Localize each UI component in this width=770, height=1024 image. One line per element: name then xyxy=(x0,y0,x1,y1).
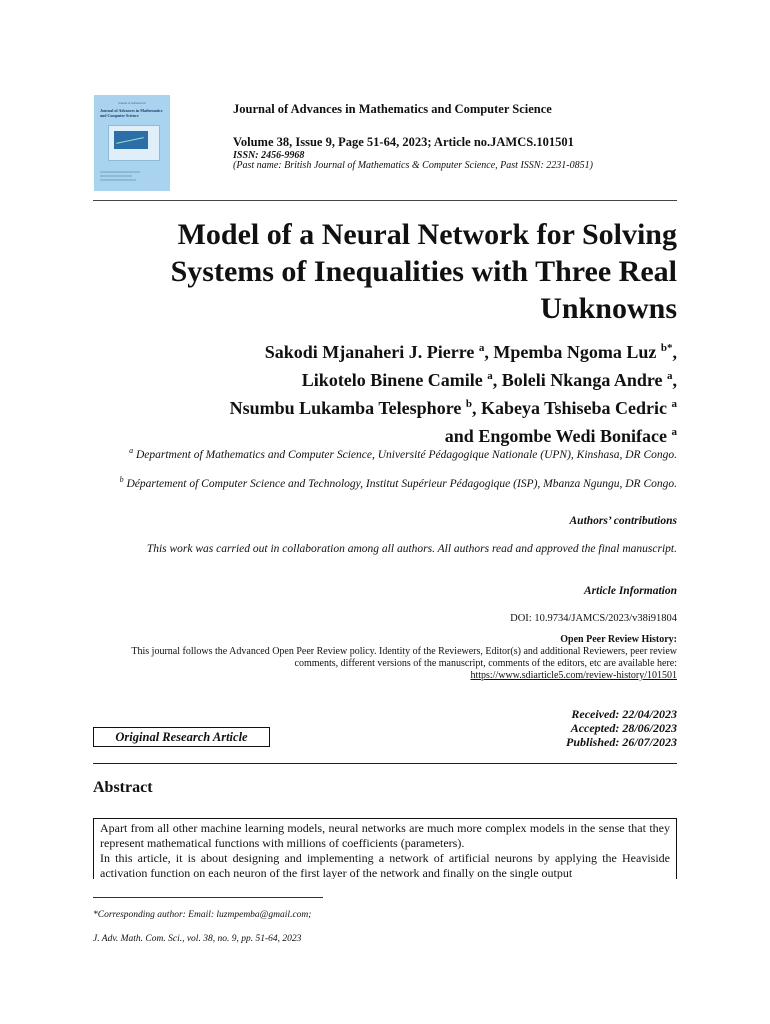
affiliation-a xyxy=(107,444,677,462)
contributions-heading: Authors’ contributions xyxy=(569,515,677,527)
abstract-paragraph: In this article, it is about designing and implementing a network of artificial neurons by applying the Heaviside activation function on each neuron of the first layer of the network and finally on the single output xyxy=(100,851,670,879)
peer-review-heading: Open Peer Review History: xyxy=(560,634,677,645)
affiliation-text: Département of Computer Science and Technology, Institut Supérieur Pédagogique (ISP), Mbanza Ngungu, DR Congo. xyxy=(126,477,677,490)
citation-footer: J. Adv. Math. Com. Sci., vol. 38, no. 9, pp. 51-64, 2023 xyxy=(93,934,302,944)
author-sup: a xyxy=(671,398,677,410)
doi: DOI: 10.9734/JAMCS/2023/v38i91804 xyxy=(510,613,677,624)
article-title xyxy=(117,216,677,327)
author-name: Likotelo Binene Camile xyxy=(301,370,483,390)
contributions-text: This work was carried out in collaboration among all authors. All authors read and approved the final manuscript. xyxy=(146,543,677,555)
volume-info: Volume 38, Issue 9, Page 51-64, 2023; Article no.JAMCS.101501 xyxy=(233,135,574,149)
cover-text-line xyxy=(100,175,132,177)
title-line: Systems of Inequalities with Three Real xyxy=(170,255,677,288)
abstract-text xyxy=(94,819,676,879)
header-divider xyxy=(93,200,677,201)
article-type-badge: Original Research Article xyxy=(93,727,270,747)
cover-title: Journal of Advances in Mathematics and Computer Science xyxy=(100,108,163,118)
author-and: and xyxy=(444,426,474,446)
author-name: Mpemba Ngoma Luz xyxy=(493,342,657,362)
article-info-heading: Article Information xyxy=(584,585,677,597)
corresponding-author: *Corresponding author: Email: luzmpemba@gmail.com; xyxy=(93,910,312,920)
author-name: Engombe Wedi Boniface xyxy=(478,426,667,446)
accepted-date: Accepted: 28/06/2023 xyxy=(570,721,677,735)
author-name: Boleli Nkanga Andre xyxy=(501,370,663,390)
author-name: Kabeya Tshiseba Cedric xyxy=(480,398,667,418)
affiliation-sup: a xyxy=(129,446,134,455)
author-sup: a xyxy=(487,370,493,382)
author-sup: b* xyxy=(660,342,673,354)
issn: ISSN: 2456-9968 xyxy=(233,150,305,161)
author-list: Sakodi Mjanaheri J. Pierre $^a$, Mpemba Ngoma Luz $^{b*}$, Likotelo Binene Camile $^a$, Boleli Nkanga Andre $^a$, Nsumbu Lukamba Telesphore $^b$, Kabeya Tshiseba Cedric $^a$ and Engombe Wedi Boniface $^a$ xyxy=(229,342,677,446)
cover-text-line xyxy=(100,179,136,181)
abstract-paragraph: Apart from all other machine learning models, neural networks are much more complex models in the sense that they represent mathematical functions with millions of coefficients (parameters). xyxy=(100,821,670,850)
section-divider xyxy=(93,763,677,764)
affiliation-b xyxy=(107,473,677,491)
journal-cover-image xyxy=(94,95,170,191)
author-name: Nsumbu Lukamba Telesphore xyxy=(229,398,462,418)
peer-review-text xyxy=(87,646,677,682)
peer-review-link[interactable]: https://www.sdiarticle5.com/review-history/101501 xyxy=(470,670,677,681)
received-date: Received: 22/04/2023 xyxy=(571,707,677,721)
abstract-box xyxy=(93,818,677,879)
affiliation-text: Department of Mathematics and Computer Science, Université Pédagogique Nationale (UPN), Kinshasa, DR Congo. xyxy=(135,448,677,461)
cover-small-text: Journal of Advances in xyxy=(118,101,146,105)
peer-review-body: This journal follows the Advanced Open Peer Review policy. Identity of the Reviewers, Editor(s) and additional Reviewers, peer review comments, different versions of the manuscript, comments of the editors, etc are available here: xyxy=(131,646,677,669)
footnote-divider xyxy=(93,897,323,898)
title-line: Model of a Neural Network for Solving xyxy=(177,218,677,251)
author-sup: b xyxy=(465,398,472,410)
title-line: Unknowns xyxy=(540,292,677,325)
author-name: Sakodi Mjanaheri J. Pierre xyxy=(264,342,475,362)
cover-text-line xyxy=(100,171,140,173)
author-sup: a xyxy=(478,342,485,354)
article-dates xyxy=(566,707,677,749)
author-sup: a xyxy=(671,426,677,438)
published-date: Published: 26/07/2023 xyxy=(565,735,677,749)
abstract-heading: Abstract xyxy=(93,779,153,796)
author-sup: a xyxy=(667,370,673,382)
past-name: (Past name: British Journal of Mathematics & Computer Science, Past ISSN: 2231-0851) xyxy=(233,160,593,171)
journal-name: Journal of Advances in Mathematics and Computer Science xyxy=(233,102,552,116)
affiliation-sup: b xyxy=(119,475,124,484)
